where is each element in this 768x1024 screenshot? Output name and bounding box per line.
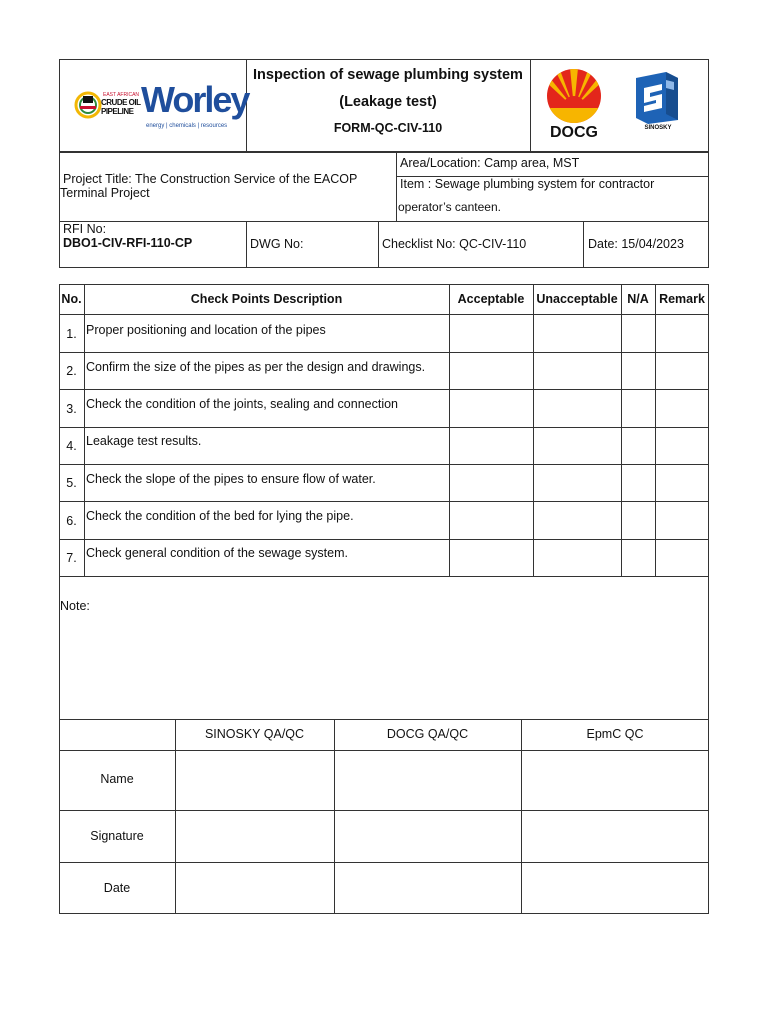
header-na: N/A: [627, 292, 649, 306]
eacop-logo: [74, 86, 140, 126]
form-code: FORM-QC-CIV-110: [333, 121, 443, 135]
date-field: Date: 15/04/2023: [588, 237, 684, 251]
col-line-1: [84, 284, 85, 577]
row-no: 2.: [66, 364, 77, 378]
eacop-text-1: EAST AFRICAN: [103, 92, 140, 98]
row-description: Proper positioning and location of the pipes: [86, 323, 326, 337]
signoff-col-sinosky: SINOSKY QA/QC: [204, 727, 305, 741]
worley-logo-text: Worley: [141, 79, 249, 120]
signoff-col-epmc: EpmC QC: [586, 727, 644, 741]
row-description: Check the condition of the bed for lying the pipe.: [86, 509, 354, 523]
header-description: Check Points Description: [190, 292, 343, 306]
sinosky-logo: [632, 70, 684, 134]
docg-logo-text: DOCG: [550, 124, 598, 141]
rfi-divider-1: [246, 221, 247, 268]
col-line-3: [533, 284, 534, 577]
rfi-divider-2: [378, 221, 379, 268]
form-title: Inspection of sewage plumbing system: [253, 67, 523, 83]
signoff-row-line-2: [59, 862, 709, 863]
row-line-6: [59, 539, 709, 540]
signoff-col-docg: DOCG QA/QC: [386, 727, 469, 741]
signoff-col-3: [521, 719, 522, 914]
signoff-header-line: [59, 750, 709, 751]
signoff-row-signature: Signature: [90, 829, 144, 843]
eacop-text-3: PIPELINE: [101, 107, 134, 116]
row-no: 3.: [66, 402, 77, 416]
row-no: 4.: [66, 439, 77, 453]
project-title: Project Title: The Construction Service of the EACOP: [63, 172, 358, 186]
rfi-label: RFI No:: [63, 222, 107, 236]
rfi-divider-3: [583, 221, 584, 268]
note-signoff-box: [59, 576, 709, 914]
row-line-5: [59, 501, 709, 502]
header-acceptable: Acceptable: [457, 292, 525, 306]
col-line-4: [621, 284, 622, 577]
rfi-value: DBO1-CIV-RFI-110-CP: [63, 236, 193, 250]
area-location: Area/Location: Camp area, MST: [400, 156, 580, 170]
row-line-2: [59, 389, 709, 390]
signoff-col-2: [334, 719, 335, 914]
row-description: Leakage test results.: [86, 434, 202, 448]
row-line-3: [59, 427, 709, 428]
checklist-no: Checklist No: QC-CIV-110: [382, 237, 527, 251]
row-line-1: [59, 352, 709, 353]
docg-logo: [542, 68, 606, 146]
col-line-5: [655, 284, 656, 577]
signoff-col-1: [175, 719, 176, 914]
form-subtitle: (Leakage test): [339, 94, 437, 110]
project-divider: [396, 152, 397, 222]
project-title-line2: Terminal Project: [60, 186, 150, 200]
col-line-2: [449, 284, 450, 577]
header-no: No.: [61, 292, 82, 306]
item-line1: Item : Sewage plumbing system for contractor: [400, 177, 655, 191]
eacop-text-2: CRUDE OIL: [101, 98, 141, 107]
row-no: 5.: [66, 476, 77, 490]
row-line-0: [59, 314, 709, 315]
item-line2: operator’s canteen.: [398, 200, 501, 214]
project-rfi-divider: [59, 221, 709, 222]
header-remark: Remark: [659, 292, 705, 306]
dwg-no: DWG No:: [250, 237, 304, 251]
signoff-row-date: Date: [103, 881, 131, 895]
row-description: Check the slope of the pipes to ensure flow of water.: [86, 472, 376, 486]
row-description: Check general condition of the sewage system.: [86, 546, 348, 560]
signoff-row-line-1: [59, 810, 709, 811]
signoff-row-name: Name: [100, 772, 134, 786]
header-unacceptable: Unacceptable: [536, 292, 618, 306]
header-divider-2: [530, 59, 531, 152]
row-no: 6.: [66, 514, 77, 528]
note-label: Note:: [60, 599, 90, 613]
worley-tagline: energy | chemicals | resources: [146, 123, 228, 129]
row-description: Confirm the size of the pipes as per the design and drawings.: [86, 360, 426, 374]
row-description: Check the condition of the joints, sealing and connection: [86, 397, 399, 411]
row-no: 1.: [66, 327, 77, 341]
row-no: 7.: [66, 551, 77, 565]
sinosky-logo-text: SINOSKY: [644, 125, 672, 131]
row-line-4: [59, 464, 709, 465]
signoff-top-line: [59, 719, 709, 720]
